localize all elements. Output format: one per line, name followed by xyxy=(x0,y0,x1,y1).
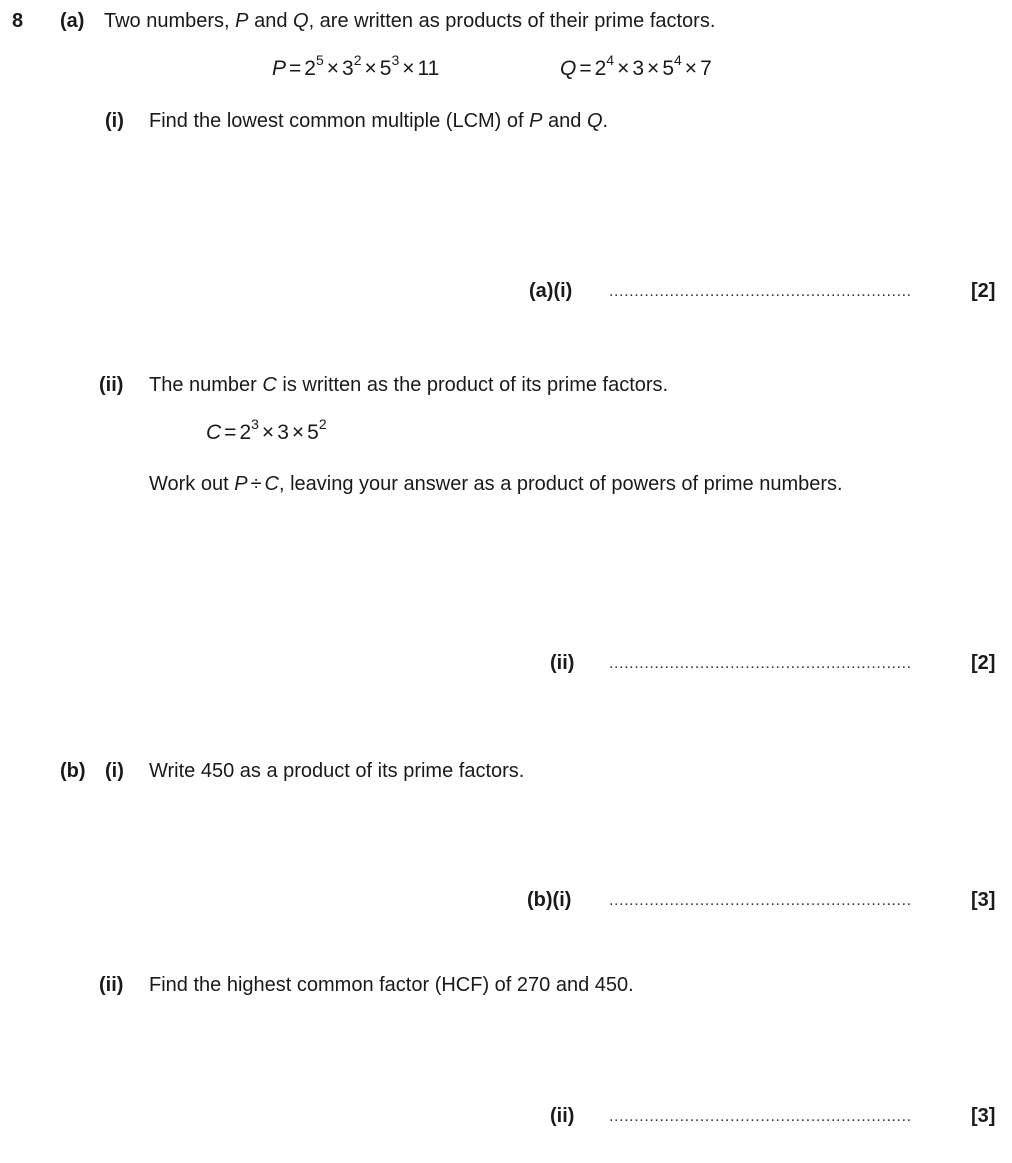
times-sign: × xyxy=(647,57,660,80)
times-sign: × xyxy=(364,57,377,80)
times-sign: × xyxy=(326,57,340,80)
p-lhs: P xyxy=(272,57,287,80)
answer-label-a-ii: (ii) xyxy=(550,652,575,674)
variable-c: C xyxy=(262,374,277,396)
answer-label-b-i: (b)(i) xyxy=(527,889,572,911)
equals-sign: = xyxy=(224,421,237,444)
part-a-ii-instruction xyxy=(149,472,843,496)
c-term-base: 2 xyxy=(239,421,252,444)
p-expression xyxy=(272,52,440,82)
variable-q: Q xyxy=(586,110,603,132)
part-a-intro-post: , are written as products of their prime factors. xyxy=(308,10,716,32)
q-term-exp: 4 xyxy=(674,52,682,68)
marks-b-i: [3] xyxy=(971,889,996,911)
p-term-base: 2 xyxy=(304,57,316,80)
part-b-ii-label: (ii) xyxy=(99,974,124,996)
c-lhs: C xyxy=(206,421,222,444)
p-term-base: 11 xyxy=(417,57,440,80)
q-term-exp: 4 xyxy=(606,52,615,68)
times-sign: × xyxy=(291,421,305,444)
divide-sign: ÷ xyxy=(250,473,262,495)
times-sign: × xyxy=(402,57,415,80)
equals-sign: = xyxy=(579,57,592,80)
times-sign: × xyxy=(261,421,275,444)
q-term-base: 5 xyxy=(662,57,674,80)
c-term-base: 3 xyxy=(277,421,289,444)
answer-line-a-i[interactable]: ............................................................ xyxy=(609,283,912,300)
p-term-exp: 5 xyxy=(315,52,324,68)
q-term-base: 3 xyxy=(632,57,645,80)
part-a-intro-pre: Two numbers, xyxy=(104,10,236,32)
part-a-ii-text-post: is written as the product of its prime factors. xyxy=(276,374,669,396)
answer-line-a-ii[interactable]: ............................................................ xyxy=(609,655,912,672)
equals-sign: = xyxy=(289,57,302,80)
part-a-i-text-pre: Find the lowest common multiple (LCM) of xyxy=(149,110,530,132)
marks-b-ii: [3] xyxy=(971,1105,996,1127)
answer-label-b-ii: (ii) xyxy=(550,1105,575,1127)
answer-line-b-i[interactable]: ............................................................ xyxy=(609,892,912,909)
p-term-base: 5 xyxy=(379,57,392,80)
times-sign: × xyxy=(617,57,630,80)
q-term-base: 7 xyxy=(700,57,712,80)
c-expression xyxy=(206,416,327,446)
part-a-label: (a) xyxy=(60,10,85,32)
p-term-exp: 3 xyxy=(391,52,400,68)
part-a-i-label: (i) xyxy=(105,110,124,132)
times-sign: × xyxy=(684,57,698,80)
part-b-ii-question: Find the highest common factor (HCF) of 270 and 450. xyxy=(149,974,634,996)
variable-p: P xyxy=(235,10,249,32)
part-b-label: (b) xyxy=(60,760,86,782)
part-a-ii-label: (ii) xyxy=(99,374,124,396)
c-term-exp: 3 xyxy=(251,416,259,432)
part-a-i-text-and: and xyxy=(542,110,587,132)
part-b-i-label: (i) xyxy=(105,760,124,782)
part-b-i-question: Write 450 as a product of its prime factors. xyxy=(149,760,525,782)
work-pre: Work out xyxy=(149,473,235,495)
part-a-i-question xyxy=(149,109,608,133)
answer-label-a-i: (a)(i) xyxy=(529,280,573,302)
answer-line-b-ii[interactable]: ............................................................ xyxy=(609,1108,912,1125)
part-a-intro xyxy=(104,9,715,33)
variable-p: P xyxy=(529,110,543,132)
variable-c: C xyxy=(264,473,279,495)
part-a-ii-question xyxy=(149,373,668,397)
c-term-base: 5 xyxy=(307,421,319,444)
p-term-exp: 2 xyxy=(353,52,362,68)
part-a-i-text-post: . xyxy=(602,110,609,132)
q-expression xyxy=(560,52,712,82)
question-number: 8 xyxy=(12,10,24,32)
part-a-ii-text-pre: The number xyxy=(149,374,263,396)
c-term-exp: 2 xyxy=(318,416,327,432)
work-post: , leaving your answer as a product of powers of prime numbers. xyxy=(279,473,843,495)
part-a-intro-and: and xyxy=(248,10,293,32)
marks-a-ii: [2] xyxy=(971,652,996,674)
q-lhs: Q xyxy=(560,57,577,80)
marks-a-i: [2] xyxy=(971,280,996,302)
p-term-base: 3 xyxy=(342,57,354,80)
variable-q: Q xyxy=(293,10,309,32)
q-term-base: 2 xyxy=(594,57,607,80)
variable-p: P xyxy=(234,473,248,495)
